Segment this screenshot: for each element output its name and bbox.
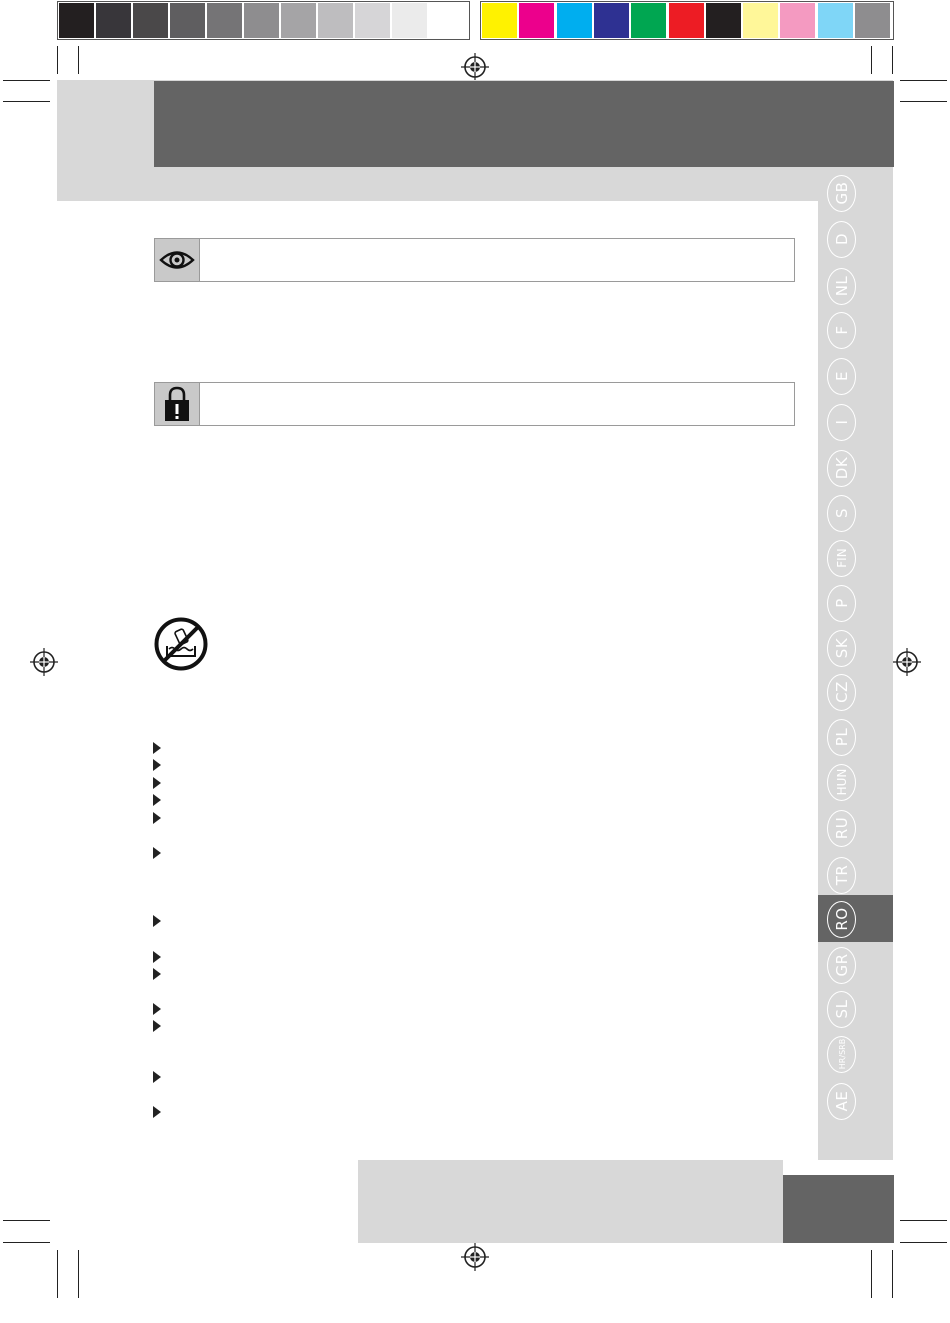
color-swatch bbox=[594, 3, 629, 38]
language-tab-sl[interactable] bbox=[823, 990, 861, 1028]
triangle-bullet-icon bbox=[153, 968, 161, 980]
language-tab-label: FIN bbox=[835, 548, 849, 568]
color-swatch bbox=[855, 3, 890, 38]
language-tab-label: AE bbox=[833, 1090, 851, 1112]
registration-mark-icon bbox=[30, 648, 58, 676]
language-tab-gb[interactable] bbox=[823, 174, 861, 212]
language-tab-label: E bbox=[833, 371, 851, 381]
triangle-bullet-icon bbox=[153, 1003, 161, 1015]
footer-panel bbox=[358, 1160, 783, 1243]
language-tab-label: D bbox=[833, 232, 851, 246]
color-swatch bbox=[482, 3, 517, 38]
triangle-bullet-icon bbox=[153, 812, 161, 824]
language-tab-e[interactable] bbox=[823, 357, 861, 395]
triangle-bullet-icon bbox=[153, 1106, 161, 1118]
gray-swatch bbox=[96, 3, 131, 38]
gray-swatch bbox=[59, 3, 94, 38]
language-tab-hun[interactable] bbox=[823, 763, 861, 801]
gray-swatch bbox=[318, 3, 353, 38]
language-tab-label: F bbox=[833, 325, 851, 335]
triangle-bullet-icon bbox=[153, 951, 161, 963]
language-tab-cz[interactable] bbox=[823, 673, 861, 711]
page-number-block bbox=[783, 1175, 894, 1243]
language-tab-i[interactable] bbox=[823, 403, 861, 441]
language-tab-label: TR bbox=[833, 864, 851, 886]
color-swatch bbox=[631, 3, 666, 38]
language-tab-label: GB bbox=[833, 181, 851, 205]
notice-box-eye bbox=[154, 238, 795, 282]
notice-box-lock bbox=[154, 382, 795, 426]
language-tab-dk[interactable] bbox=[823, 449, 861, 487]
registration-mark-icon bbox=[461, 53, 489, 81]
language-tab-label: S bbox=[833, 507, 851, 519]
color-swatch bbox=[706, 3, 741, 38]
language-tab-d[interactable] bbox=[823, 220, 861, 258]
color-swatch bbox=[818, 3, 853, 38]
language-tab-label: HUN bbox=[835, 768, 849, 796]
registration-mark-icon bbox=[461, 1243, 489, 1271]
language-tab-label: DK bbox=[833, 456, 851, 480]
color-swatch bbox=[669, 3, 704, 38]
gray-swatch bbox=[133, 3, 168, 38]
color-swatch bbox=[743, 3, 778, 38]
language-tab-ro[interactable] bbox=[823, 900, 861, 938]
gray-swatch bbox=[429, 3, 464, 38]
language-tab-label: P bbox=[833, 598, 851, 608]
triangle-bullet-icon bbox=[153, 777, 161, 789]
language-tab-tr[interactable] bbox=[823, 856, 861, 894]
language-tab-ae[interactable] bbox=[823, 1082, 861, 1120]
language-tab-ru[interactable] bbox=[823, 809, 861, 847]
gray-swatch bbox=[244, 3, 279, 38]
color-swatch bbox=[519, 3, 554, 38]
language-tab-gr[interactable] bbox=[823, 946, 861, 984]
language-tab-label: HR/SRB bbox=[837, 1038, 847, 1070]
gray-swatch bbox=[281, 3, 316, 38]
gray-swatch bbox=[207, 3, 242, 38]
triangle-bullet-icon bbox=[153, 742, 161, 754]
language-tab-pl[interactable] bbox=[823, 718, 861, 756]
eye-icon bbox=[155, 239, 199, 281]
language-tab-label: I bbox=[833, 419, 851, 425]
color-swatch bbox=[557, 3, 592, 38]
language-tab-label: NL bbox=[833, 275, 851, 297]
language-tab-f[interactable] bbox=[823, 311, 861, 349]
language-tab-label: SL bbox=[833, 999, 851, 1019]
language-tab-p[interactable] bbox=[823, 584, 861, 622]
language-tab-label: PL bbox=[833, 727, 851, 747]
triangle-bullet-icon bbox=[153, 847, 161, 859]
triangle-bullet-icon bbox=[153, 794, 161, 806]
triangle-bullet-icon bbox=[153, 915, 161, 927]
language-tab-label: GR bbox=[833, 953, 851, 977]
language-tab-nl[interactable] bbox=[823, 267, 861, 305]
gray-swatch bbox=[392, 3, 427, 38]
language-tab-label: CZ bbox=[833, 681, 851, 703]
registration-mark-icon bbox=[893, 648, 921, 676]
language-tab-fin[interactable] bbox=[823, 539, 861, 577]
language-tab-s[interactable] bbox=[823, 494, 861, 532]
gray-swatch bbox=[355, 3, 390, 38]
no-water-immersion-icon bbox=[153, 616, 209, 672]
triangle-bullet-icon bbox=[153, 1071, 161, 1083]
language-tab-hr-srb[interactable] bbox=[823, 1035, 861, 1073]
header-bar bbox=[154, 81, 894, 167]
language-tab-label: SK bbox=[833, 637, 851, 659]
language-tab-sk[interactable] bbox=[823, 629, 861, 667]
color-swatch bbox=[780, 3, 815, 38]
padlock-warning-icon bbox=[155, 383, 199, 425]
triangle-bullet-icon bbox=[153, 759, 161, 771]
triangle-bullet-icon bbox=[153, 1020, 161, 1032]
language-tab-label: RO bbox=[833, 907, 851, 931]
gray-swatch bbox=[170, 3, 205, 38]
language-tab-label: RU bbox=[833, 816, 851, 840]
